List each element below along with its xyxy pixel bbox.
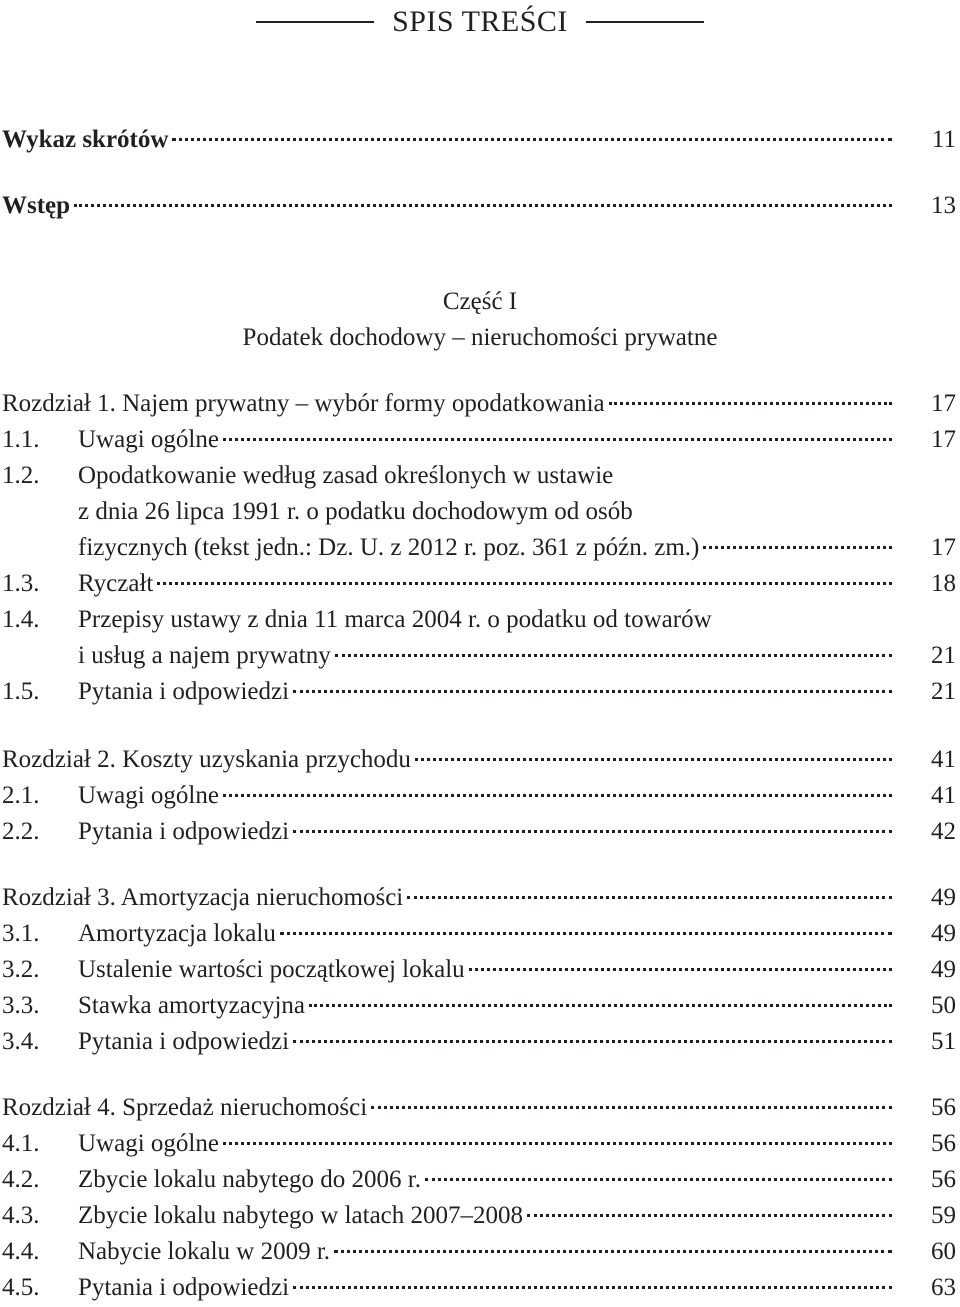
entry-page: 42	[931, 818, 956, 845]
entry-page: 17	[931, 426, 956, 453]
entry-page: 50	[931, 992, 956, 1019]
toc-entry-1-3[interactable]	[0, 566, 960, 602]
dot-leader	[157, 582, 892, 585]
toc-chapter-4[interactable]	[0, 1090, 960, 1126]
chapter-title: Rozdział 1. Najem prywatny – wybór formy opodatkowania	[2, 390, 605, 417]
entry-page: 49	[931, 956, 956, 983]
entry-page: 51	[931, 1028, 956, 1055]
entry-number: 4.4.	[2, 1238, 40, 1265]
entry-number: 3.2.	[2, 956, 40, 983]
part-subtitle: Podatek dochodowy – nieruchomości prywatne	[242, 324, 718, 351]
entry-number: 1.2.	[2, 462, 40, 489]
dot-leader	[334, 1250, 892, 1253]
toc-header	[0, 0, 960, 44]
entry-page: 21	[931, 678, 956, 705]
toc-entry-2-1[interactable]	[0, 778, 960, 814]
toc-entry-3-3[interactable]	[0, 988, 960, 1024]
toc-entry-4-1[interactable]	[0, 1126, 960, 1162]
dot-leader	[223, 1142, 892, 1145]
entry-number: 2.1.	[2, 782, 40, 809]
toc-entry-3-1[interactable]	[0, 916, 960, 952]
toc-entry-1-1[interactable]	[0, 422, 960, 458]
dot-leader	[293, 690, 892, 693]
toc-entry-1-2[interactable]	[0, 458, 960, 494]
dot-leader	[223, 438, 892, 441]
entry-number: 1.3.	[2, 570, 40, 597]
toc-entry-introduction[interactable]	[0, 188, 960, 224]
entry-page: 21	[931, 642, 956, 669]
title-rule-left	[256, 21, 374, 23]
dot-leader	[527, 1214, 892, 1217]
dot-leader	[609, 402, 892, 405]
entry-page: 56	[931, 1094, 956, 1121]
entry-label: Amortyzacja lokalu	[78, 920, 276, 947]
entry-number: 3.4.	[2, 1028, 40, 1055]
title-rule-right	[586, 21, 704, 23]
entry-page: 49	[931, 884, 956, 911]
chapter-title: Rozdział 3. Amortyzacja nieruchomości	[2, 884, 404, 911]
entry-label: i usług a najem prywatny	[78, 642, 331, 669]
toc-entry-4-3[interactable]	[0, 1198, 960, 1234]
entry-page: 56	[931, 1130, 956, 1157]
toc-entry-1-4-end[interactable]	[0, 638, 960, 674]
dot-leader	[293, 830, 892, 833]
dot-leader	[469, 968, 892, 971]
entry-page: 17	[931, 390, 956, 417]
entry-label: Stawka amortyzacyjna	[78, 992, 305, 1019]
entry-label: Ustalenie wartości początkowej lokalu	[78, 956, 465, 983]
entry-label: Pytania i odpowiedzi	[78, 1028, 290, 1055]
page-title: SPIS TREŚCI	[392, 5, 568, 38]
dot-leader	[335, 654, 892, 657]
entry-label-line1: Przepisy ustawy z dnia 11 marca 2004 r. o podatku od towarów	[78, 606, 712, 633]
entry-label: Wykaz skrótów	[2, 126, 169, 153]
entry-label: Uwagi ogólne	[78, 426, 219, 453]
toc-entry-1-5[interactable]	[0, 674, 960, 710]
toc-entry-1-4[interactable]	[0, 602, 960, 638]
entry-number: 1.1.	[2, 426, 40, 453]
toc-entry-4-2[interactable]	[0, 1162, 960, 1198]
part-label: Część I	[442, 288, 518, 315]
dot-leader	[407, 896, 892, 899]
entry-label: Uwagi ogólne	[78, 782, 219, 809]
entry-number: 4.2.	[2, 1166, 40, 1193]
chapter-title: Rozdział 2. Koszty uzyskania przychodu	[2, 746, 411, 773]
entry-number: 3.1.	[2, 920, 40, 947]
entry-label: Zbycie lokalu nabytego do 2006 r.	[78, 1166, 421, 1193]
entry-number: 1.5.	[2, 678, 40, 705]
entry-label: Uwagi ogólne	[78, 1130, 219, 1157]
entry-page: 13	[931, 192, 956, 219]
toc-entry-2-2[interactable]	[0, 814, 960, 850]
dot-leader	[280, 932, 892, 935]
entry-page: 18	[931, 570, 956, 597]
dot-leader	[371, 1106, 892, 1109]
toc-entry-3-2[interactable]	[0, 952, 960, 988]
toc-entry-1-2-end[interactable]	[0, 530, 960, 566]
toc-chapter-1[interactable]	[0, 386, 960, 422]
entry-page: 63	[931, 1274, 956, 1301]
entry-page: 60	[931, 1238, 956, 1265]
dot-leader	[415, 758, 892, 761]
dot-leader	[293, 1286, 892, 1289]
entry-page: 41	[931, 746, 956, 773]
entry-page: 59	[931, 1202, 956, 1229]
entry-label: Nabycie lokalu w 2009 r.	[78, 1238, 331, 1265]
entry-number: 4.1.	[2, 1130, 40, 1157]
toc-chapter-2[interactable]	[0, 742, 960, 778]
entry-label: Pytania i odpowiedzi	[78, 1274, 290, 1301]
dot-leader	[309, 1004, 892, 1007]
toc-entry-4-5[interactable]	[0, 1270, 960, 1306]
entry-page: 11	[931, 126, 956, 153]
toc-entry-abbreviations[interactable]	[0, 122, 960, 158]
toc-chapter-3[interactable]	[0, 880, 960, 916]
entry-label: Ryczałt	[78, 570, 154, 597]
entry-label: Pytania i odpowiedzi	[78, 818, 290, 845]
entry-page: 56	[931, 1166, 956, 1193]
entry-page: 41	[931, 782, 956, 809]
entry-label: Pytania i odpowiedzi	[78, 678, 290, 705]
dot-leader	[223, 794, 892, 797]
entry-label-line1: Opodatkowanie według zasad określonych w ustawie	[78, 462, 614, 489]
dot-leader	[74, 204, 892, 207]
entry-number: 4.3.	[2, 1202, 40, 1229]
entry-number: 2.2.	[2, 818, 40, 845]
entry-label-line2: z dnia 26 lipca 1991 r. o podatku dochodowym od osób	[78, 498, 633, 525]
entry-label: fizycznych (tekst jedn.: Dz. U. z 2012 r. poz. 361 z późn. zm.)	[78, 534, 700, 561]
entry-page: 17	[931, 534, 956, 561]
entry-number: 1.4.	[2, 606, 40, 633]
dot-leader	[703, 546, 892, 549]
toc-entry-3-4[interactable]	[0, 1024, 960, 1060]
entry-label: Wstęp	[2, 192, 71, 219]
chapter-title: Rozdział 4. Sprzedaż nieruchomości	[2, 1094, 368, 1121]
dot-leader	[293, 1040, 892, 1043]
entry-number: 4.5.	[2, 1274, 40, 1301]
entry-page: 49	[931, 920, 956, 947]
dot-leader	[425, 1178, 892, 1181]
dot-leader	[172, 138, 892, 141]
entry-label: Zbycie lokalu nabytego w latach 2007–2008	[78, 1202, 524, 1229]
toc-entry-4-4[interactable]	[0, 1234, 960, 1270]
entry-number: 3.3.	[2, 992, 40, 1019]
